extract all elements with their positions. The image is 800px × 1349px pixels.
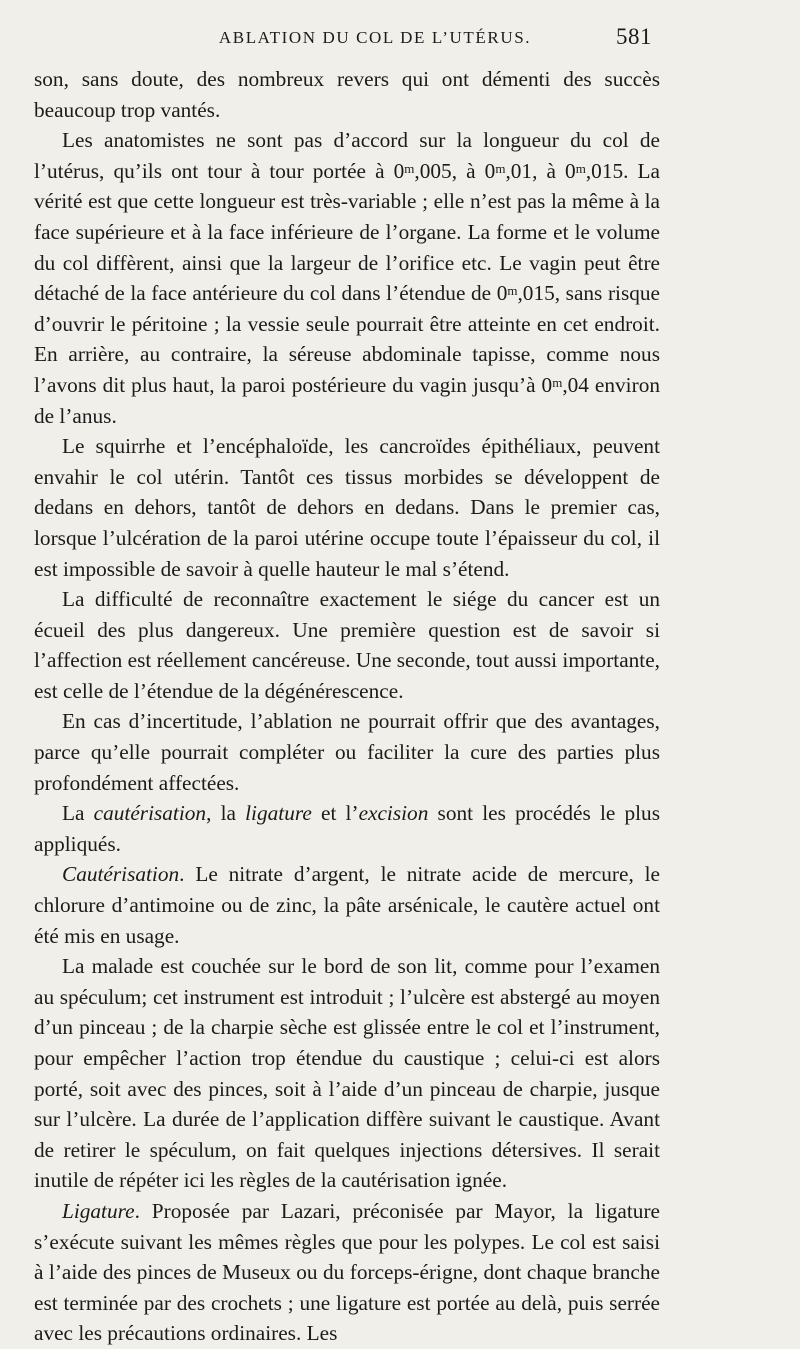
paragraph	[34, 125, 660, 431]
unit-superscript: m	[552, 374, 563, 390]
text-run: ,015, sans risque d’ouvrir le péritoine ; la vessie seule pourrait être atteinte en cet endroit. En arrière, au contraire, la séreuse abdominale tapisse, comme nous l’avons dit plus haut, la paroi postérieure du vagin jusqu’à 0	[34, 281, 660, 397]
text-run: ,015. La vérité est que cette longueur est très-variable ; elle n’est pas la même à la face supérieure et à la face inférieure de l’organe. La forme et le volume du col diffèrent, ainsi que la largeur de l’orifice etc. Le vagin peut être détaché de la face antérieure du col dans l’étendue de 0	[34, 158, 661, 306]
unit-superscript: m	[507, 283, 518, 299]
italic-term: Cautérisation	[62, 862, 180, 887]
text-run: sont les procédés le plus appliqués.	[34, 801, 660, 856]
paragraph	[34, 64, 660, 125]
paragraph	[34, 951, 660, 1196]
body-text	[34, 64, 660, 1349]
text-run: La difficulté de reconnaître exactement le siége du cancer est un écueil des plus dangereux. Une première question est de savoir si l’affection est réellement cancéreuse. Une seconde, tout aussi importante, est celle de l’étendue de la dégénérescence.	[34, 587, 660, 703]
text-run: La	[62, 801, 94, 826]
paragraph	[34, 431, 660, 584]
paragraph	[34, 798, 660, 859]
text-run: ,04 environ de l’anus.	[34, 372, 660, 428]
text-run: Le squirrhe et l’encéphaloïde, les cancroïdes épithéliaux, peuvent envahir le col utérin. Tantôt ces tissus morbides se développent de dedans en dehors, tantôt de dehors en dedans. Dans le premier cas, lorsque l’ulcération de la paroi utérine occupe toute l’épaisseur du col, il est impossible de savoir à quelle hauteur le mal s’étend.	[34, 434, 660, 581]
text-run: . Proposée par Lazari, préconisée par Mayor, la ligature s’exécute suivant les mêmes règles que pour les polypes. Le col est saisi à l’aide des pinces de Museux ou du forceps-érigne, dont chaque branche est terminée par des crochets ; une ligature est portée au delà, puis serrée avec les précautions ordinaires. Les	[34, 1198, 660, 1346]
unit-superscript: m	[495, 160, 506, 176]
paragraph	[34, 1196, 660, 1349]
running-title: ABLATION DU COL DE L’UTÉRUS.	[218, 28, 532, 47]
text-run: et l’	[311, 801, 359, 826]
italic-term: ligature	[245, 801, 312, 826]
unit-superscript: m	[404, 160, 415, 176]
text-run: son, sans doute, des nombreux revers qui ont démenti des succès beaucoup trop vantés.	[34, 67, 660, 122]
unit-superscript: m	[575, 160, 586, 176]
paragraph	[34, 859, 660, 951]
paragraph	[34, 706, 660, 798]
text-run: ,01, à 0	[505, 158, 576, 183]
paragraph	[34, 584, 660, 706]
text-run: La malade est couchée sur le bord de son lit, comme pour l’examen au spéculum; cet instrument est introduit ; l’ulcère est abstergé au moyen d’un pinceau ; de la charpie sèche est glissée entre le col et l’instrument, pour empêcher l’action trop étendue du caustique ; celui-ci est alors porté, soit avec des pinces, soit à l’aide d’un pinceau de charpie, jusque sur l’ulcère. La durée de l’application diffère suivant le caustique. Avant de retirer le spéculum, on fait quelques injections détersives. Il serait inutile de répéter ici les règles de la cautérisation ignée.	[34, 954, 660, 1193]
text-run: Les anatomistes ne sont pas d’accord sur la longueur du col de l’utérus, qu’ils ont tour à tour portée à 0	[34, 128, 660, 183]
page-number: 581	[616, 24, 652, 49]
italic-term: Ligature	[62, 1198, 135, 1223]
text-run: , la	[206, 801, 246, 826]
text-run: En cas d’incertitude, l’ablation ne pourrait offrir que des avantages, parce qu’elle pourrait compléter ou faciliter la cure des parties plus profondément affectées.	[34, 709, 660, 795]
text-run: . Le nitrate d’argent, le nitrate acide de mercure, le chlorure d’antimoine ou de zinc, la pâte arsénicale, le cautère actuel ont été mis en usage.	[34, 862, 660, 948]
italic-term: excision	[358, 801, 429, 826]
text-run: ,005, à 0	[414, 158, 496, 183]
italic-term: cautérisation	[93, 801, 207, 826]
